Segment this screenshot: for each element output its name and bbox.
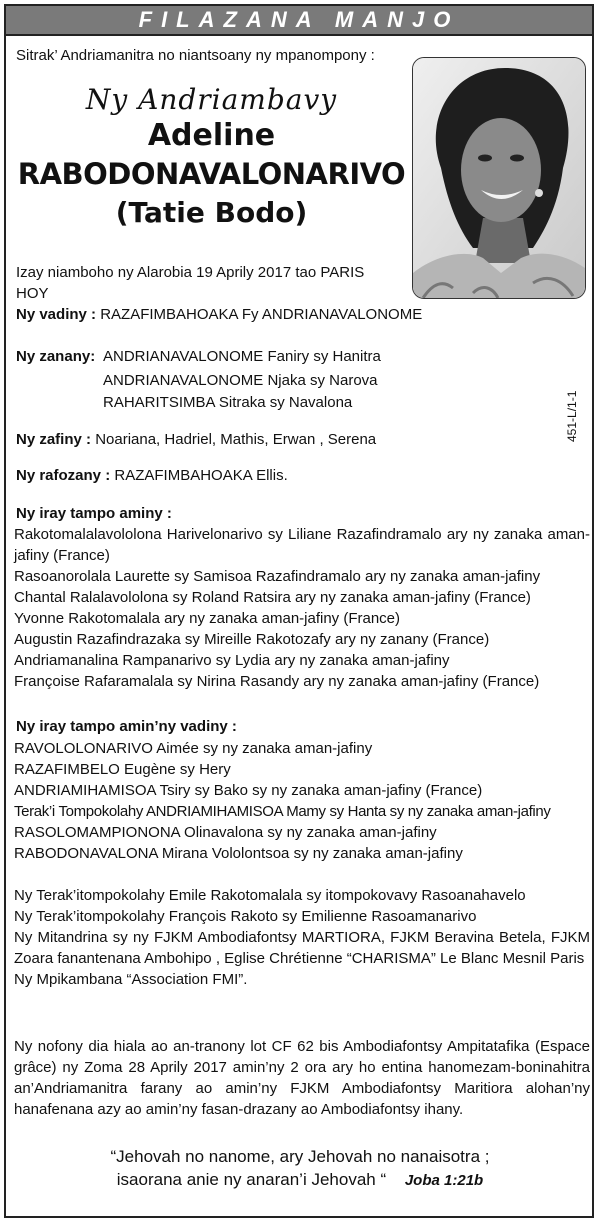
child-line: ANDRIANAVALONOME Njaka sy Narova (103, 372, 378, 389)
grandchildren-value: Noariana, Hadriel, Mathis, Erwan , Serena (95, 431, 377, 448)
quote-line-2: isaorana anie ny anaran’i Jehovah “ (116, 1170, 387, 1189)
spouse-sibling-line: Terak’i Tompokolahy ANDRIAMIHAMISOA Mamy sy Hanta sy ny zanaka aman-jafiny (14, 803, 551, 820)
death-notice-line-2: HOY (16, 285, 49, 302)
sibling-line: Yvonne Rakotomalala ary ny zanaka aman-jafiny (France) (14, 610, 401, 627)
side-reference-code: 451-L/1-1 (565, 390, 579, 442)
closing-quote (0, 1145, 600, 1192)
great-grandchildren-entry (16, 465, 288, 486)
child-line: ANDRIANAVALONOME Faniry sy Hanitra (103, 348, 381, 365)
sibling-line: Françoise Rafaramalala sy Nirina Rasandy ary ny zanaka aman-jafiny (France) (14, 673, 540, 690)
sibling-line: Andriamanalina Rampanarivo sy Lydia ary ny zanaka aman-jafiny (14, 652, 450, 669)
intro-line: Sitrak’ Andriamanitra no niantsoany ny mpanompony : (16, 47, 375, 64)
other-line: Ny Mpikambana “Association FMI”. (14, 971, 248, 988)
surname: RABODONAVALONARIVO (17, 157, 406, 191)
grandchildren-entry (16, 429, 376, 450)
quote-line-1: “Jehovah no nanome, ary Jehovah no nanaisotra ; (110, 1147, 490, 1166)
spouse-label: Ny vadiny : (16, 306, 97, 323)
burial-paragraph: Ny nofony dia hiala ao an-tranony lot CF 62 bis Ambodiafontsy Ampitatafika (Espace grâce) ny Zoma 28 Aprily 2017 amin’ny 2 ora ary ho entina hanomezam-boninahitra an’Andriamanitra farany ao amin’ny FJKM Ambodiafontsy Maritiora alohan’ny hanafenana azy ao amin’ny fasan-drazany ao Ambodiafontsy ihany. (14, 1038, 590, 1118)
spouse-sibling-line: RASOLOMAMPIONONA Olinavalona sy ny zanaka aman-jafiny (14, 824, 437, 841)
spouse-sibling-line: RAZAFIMBELO Eugène sy Hery (14, 761, 231, 778)
given-name: Adeline (147, 118, 276, 153)
siblings-heading: Ny iray tampo aminy : (16, 505, 172, 522)
deceased-name-block (14, 82, 409, 232)
spouse-sibling-line: ANDRIAMIHAMISOA Tsiry sy Bako sy ny zanaka aman-jafiny (France) (14, 782, 483, 799)
nickname: (Tatie Bodo) (115, 196, 308, 229)
spouse-siblings-list (14, 738, 590, 864)
grandchildren-label: Ny zafiny : (16, 431, 92, 448)
siblings-list (14, 524, 590, 692)
spouse-entry (16, 304, 422, 325)
portrait-photo (412, 57, 586, 299)
sibling-line: Rasoanorolala Laurette sy Samisoa Razafindramalo ary ny zanaka aman-jafiny (14, 568, 541, 585)
other-line: Ny Mitandrina sy ny FJKM Ambodiafontsy MARTIORA, FJKM Beravina Betela, FJKM Zoara fanantenana Ambohipo , Eglise Chrétienne “CHARISMA” Le Blanc Mesnil Paris (14, 929, 590, 967)
banner-title: FILAZANA MANJO (138, 7, 460, 32)
great-grandchildren-label: Ny rafozany : (16, 467, 111, 484)
spouse-sibling-line: RAVOLOLONARIVO Aimée sy ny zanaka aman-jafiny (14, 740, 373, 757)
great-grandchildren-value: RAZAFIMBAHOAKA Ellis. (114, 467, 288, 484)
sibling-line: Augustin Razafindrazaka sy Mireille Rakotozafy ary ny zanany (France) (14, 631, 490, 648)
spouse-value: RAZAFIMBAHOAKA Fy ANDRIANAVALONOME (100, 306, 423, 323)
death-notice-line-1: Izay niamboho ny Alarobia 19 Aprily 2017 tao PARIS (16, 264, 365, 281)
portrait-image (413, 58, 585, 298)
notice-banner (6, 6, 592, 36)
children-label: Ny zanany: (16, 348, 96, 365)
quote-line-2-row (0, 1168, 600, 1192)
spouse-siblings-heading: Ny iray tampo amin’ny vadiny : (16, 718, 237, 735)
other-line: Ny Terak’itompokolahy Emile Rakotomalala sy itompokovavy Rasoanahavelo (14, 887, 526, 904)
others-list (14, 885, 590, 990)
other-line: Ny Terak’itompokolahy François Rakoto sy Emilienne Rasoamanarivo (14, 908, 477, 925)
spouse-sibling-line: RABODONAVALONA Mirana Vololontsoa sy ny zanaka aman-jafiny (14, 845, 463, 862)
quote-reference: Joba 1:21b (404, 1172, 484, 1189)
sibling-line: Chantal Ralalavololona sy Roland Ratsira ary ny zanaka aman-jafiny (France) (14, 589, 531, 606)
child-line: RAHARITSIMBA Sitraka sy Navalona (103, 394, 353, 411)
honorific-title: Ny Andriambavy (85, 83, 338, 116)
sibling-line: Rakotomalalavololona Harivelonarivo sy Liliane Razafindramalo ary ny zanaka aman-jafiny (France) (14, 526, 590, 564)
